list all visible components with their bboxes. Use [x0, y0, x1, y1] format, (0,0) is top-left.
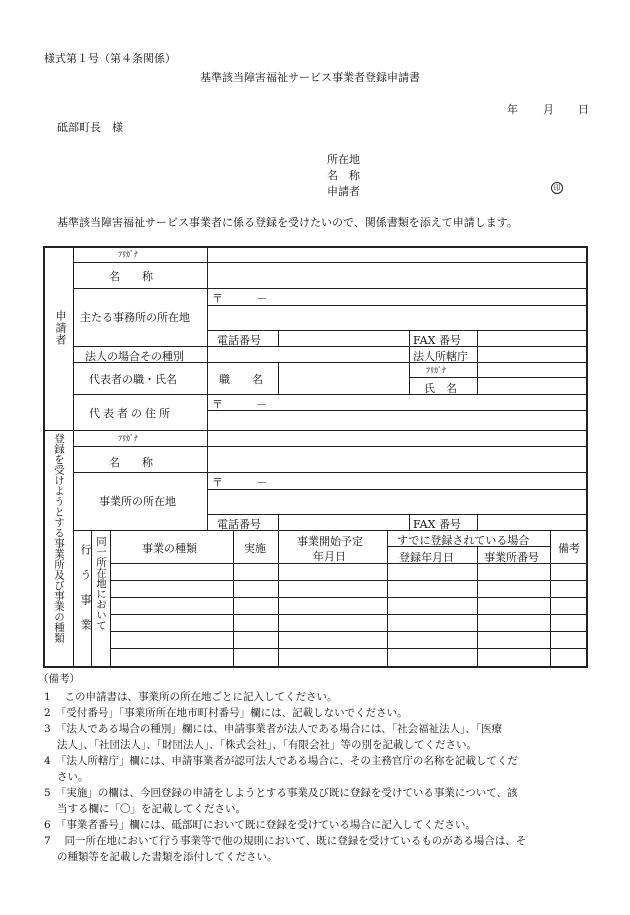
form-number: 様式第１号（第４条関係） — [44, 52, 176, 65]
position-label: 職 名 — [219, 373, 263, 386]
planned-start-header: 事業開始予定 — [297, 535, 363, 548]
applicant-label: 申請者 — [327, 185, 360, 198]
date-year: 年 — [507, 103, 518, 116]
note-4a: 4 「法人所轄庁」欄には、申請事業者が認可法人である場合に、その主務官庁の名称を記載してくだ — [44, 755, 518, 767]
already-registered-header: すでに登録されている場合 — [397, 534, 530, 547]
note-3b: 法人」、「社団法人」、「財団法人」、「株式会社」、「有限会社」等の別を記載してください。 — [57, 739, 477, 751]
note-7a: 7 同一所在地において行う事業等で他の規則において、既に登録を受けているものがある場合は、そ — [44, 835, 527, 847]
date-day: 日 — [578, 103, 589, 116]
corp-authority-label: 法人所轄庁 — [413, 350, 468, 363]
section-business: 登録を受けようとする事業所及び事業の種類 — [53, 433, 65, 643]
office-postal-mark: 〒 － — [212, 476, 267, 489]
office-phone-label: 電話番号 — [217, 518, 261, 531]
same-location-label: 同一所在地において — [95, 536, 107, 631]
conducted-business-label: 行う事業 — [79, 544, 92, 644]
note-5b: 当する欄に「〇」を記載してください。 — [57, 803, 246, 815]
service-type-header: 事業の種類 — [142, 542, 197, 555]
planned-start-header-2: 年月日 — [313, 550, 346, 563]
corp-type-label: 法人の場合その種別 — [85, 350, 184, 363]
phone-label: 電話番号 — [217, 334, 261, 347]
remarks-header: 備考 — [558, 542, 580, 555]
applicant-name-label: 名 称 — [327, 169, 360, 182]
office-number-header: 事業所番号 — [484, 551, 539, 564]
note-5a: 5 「実施」の欄は、今回登録の申請をしようとする事業及び既に登録を受けている事業について、該 — [44, 787, 518, 799]
note-1: 1 この申請書は、事業所の所在地ごとに記入してください。 — [44, 691, 338, 703]
note-2: 2 「受付番号」「事業所所在地市町村番号」欄には、記載しないでください。 — [44, 707, 408, 719]
fax-label: FAX 番号 — [413, 334, 461, 347]
applicant-address-label: 所在地 — [327, 153, 360, 166]
note-4b: さい。 — [57, 771, 89, 783]
note-6: 6 「事業者番号」欄には、砥部町において既に登録を受けている場合に記入してください。 — [44, 819, 476, 831]
main-office-address-label: 主たる事務所の所在地 — [80, 311, 190, 324]
page-title: 基準該当障害福祉サービス事業者登録申請書 — [200, 71, 420, 84]
office-address-label: 事業所の所在地 — [99, 495, 176, 508]
registration-date-header: 登録年月日 — [399, 551, 454, 564]
notes-heading: （備考） — [38, 673, 80, 685]
addressee: 砥部町長 様 — [57, 121, 123, 134]
implementation-header: 実施 — [244, 542, 266, 555]
full-name-label: 氏 名 — [424, 382, 457, 395]
furigana-small-label: ﾌﾘｶﾞﾅ — [426, 366, 446, 375]
rep-title-name-label: 代表者の職・氏名 — [89, 373, 177, 386]
seal-icon: 印 — [551, 182, 563, 194]
business-name-label: 名 称 — [109, 456, 153, 469]
postal-code-mark: 〒 － — [212, 292, 267, 305]
business-furigana-label: ﾌﾘｶﾞﾅ — [118, 434, 138, 443]
note-3a: 3 「法人である場合の種別」欄には、申請事業者が法人である場合には、「社会福祉法人」、「医療 — [44, 723, 503, 735]
note-7b: の種類等を記載した書類を添付してください。 — [57, 851, 278, 863]
office-fax-label: FAX 番号 — [413, 518, 461, 531]
furigana-label: ﾌﾘｶﾞﾅ — [118, 250, 138, 259]
rep-postal-mark: 〒 － — [212, 398, 267, 411]
name-label: 名 称 — [109, 270, 153, 283]
date-month: 月 — [543, 103, 554, 116]
intro-text: 基準該当障害福祉サービス事業者に係る登録を受けたいので、関係書類を添えて申請します。 — [57, 216, 518, 229]
rep-address-label: 代表者の住所 — [89, 407, 173, 420]
section-applicant: 申請者 — [54, 310, 67, 346]
